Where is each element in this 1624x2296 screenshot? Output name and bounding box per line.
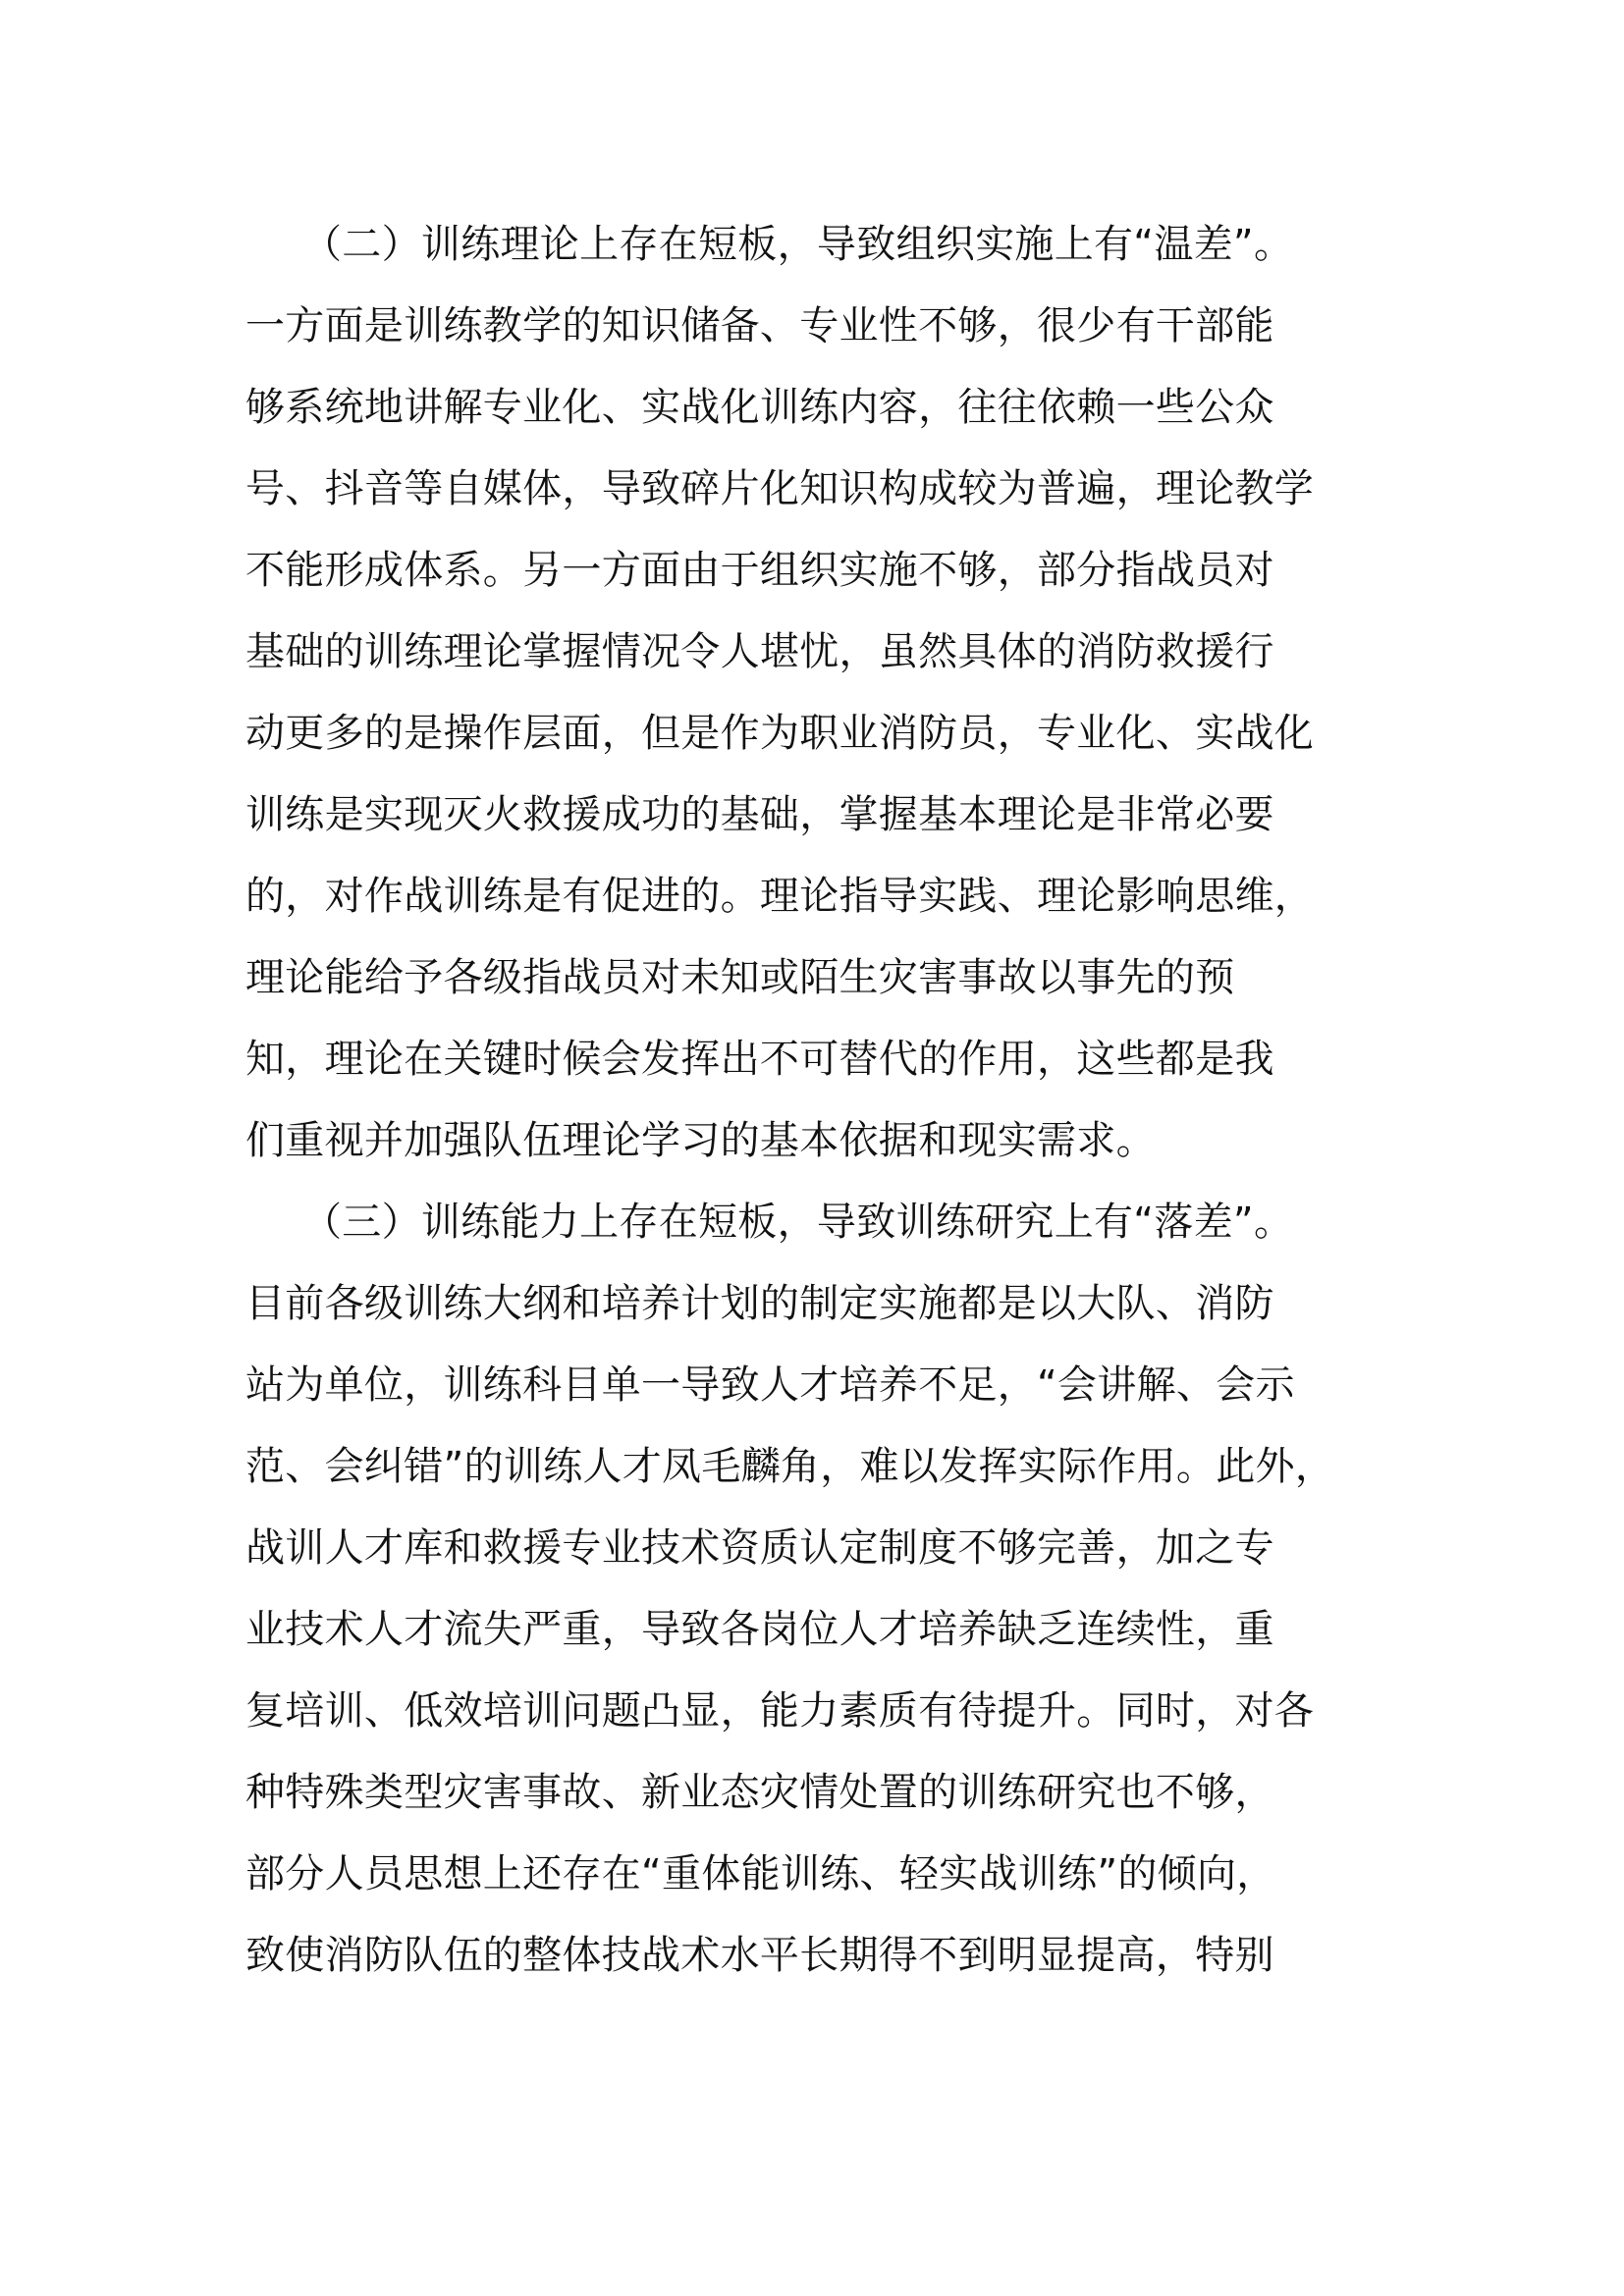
text-line: 业技术人才流失严重，导致各岗位人才培养缺乏连续性，重: [245, 1607, 1274, 1652]
text-line: 致使消防队伍的整体技战术水平长期得不到明显提高，特别: [245, 1933, 1274, 1978]
text-line: 种特殊类型灾害事故、新业态灾情处置的训练研究也不够，: [245, 1770, 1274, 1815]
text-line: 的，对作战训练是有促进的。理论指导实践、理论影响思维，: [245, 874, 1315, 919]
text-line: 基础的训练理论掌握情况令人堪忧，虽然具体的消防救援行: [245, 629, 1274, 674]
paragraph-heading-3: （三）训练能力上存在短板，导致训练研究上有“落差”。: [302, 1200, 1294, 1245]
text-line: 复培训、低效培训问题凸显，能力素质有待提升。同时，对各: [245, 1688, 1315, 1734]
text-line: 不能形成体系。另一方面由于组织实施不够，部分指战员对: [245, 548, 1274, 593]
text-line: 动更多的是操作层面，但是作为职业消防员，专业化、实战化: [245, 711, 1315, 756]
paragraph-heading-2: （二）训练理论上存在短板，导致组织实施上有“温差”。: [302, 222, 1294, 267]
text-line: 目前各级训练大纲和培养计划的制定实施都是以大队、消防: [245, 1281, 1274, 1326]
text-line: 一方面是训练教学的知识储备、专业性不够，很少有干部能: [245, 303, 1274, 348]
body-text: [245, 204, 1384, 1997]
text-line: 范、会纠错”的训练人才凤毛麟角，难以发挥实际作用。此外，: [245, 1444, 1335, 1489]
text-line: 部分人员思想上还存在“重体能训练、轻实战训练”的倾向，: [245, 1851, 1276, 1896]
text-line: 号、抖音等自媒体，导致碎片化知识构成较为普遍，理论教学: [245, 466, 1315, 511]
text-line: 训练是实现灭火救援成功的基础，掌握基本理论是非常必要: [245, 792, 1274, 837]
text-line: 站为单位，训练科目单一导致人才培养不足，“会讲解、会示: [245, 1362, 1295, 1408]
text-line: 够系统地讲解专业化、实战化训练内容，往往依赖一些公众: [245, 385, 1274, 430]
text-line: 理论能给予各级指战员对未知或陌生灾害事故以事先的预: [245, 955, 1235, 1000]
text-line: 们重视并加强队伍理论学习的基本依据和现实需求。: [245, 1118, 1156, 1163]
text-line: 知，理论在关键时候会发挥出不可替代的作用，这些都是我: [245, 1037, 1274, 1082]
text-line: 战训人才库和救援专业技术资质认定制度不够完善，加之专: [245, 1525, 1274, 1571]
